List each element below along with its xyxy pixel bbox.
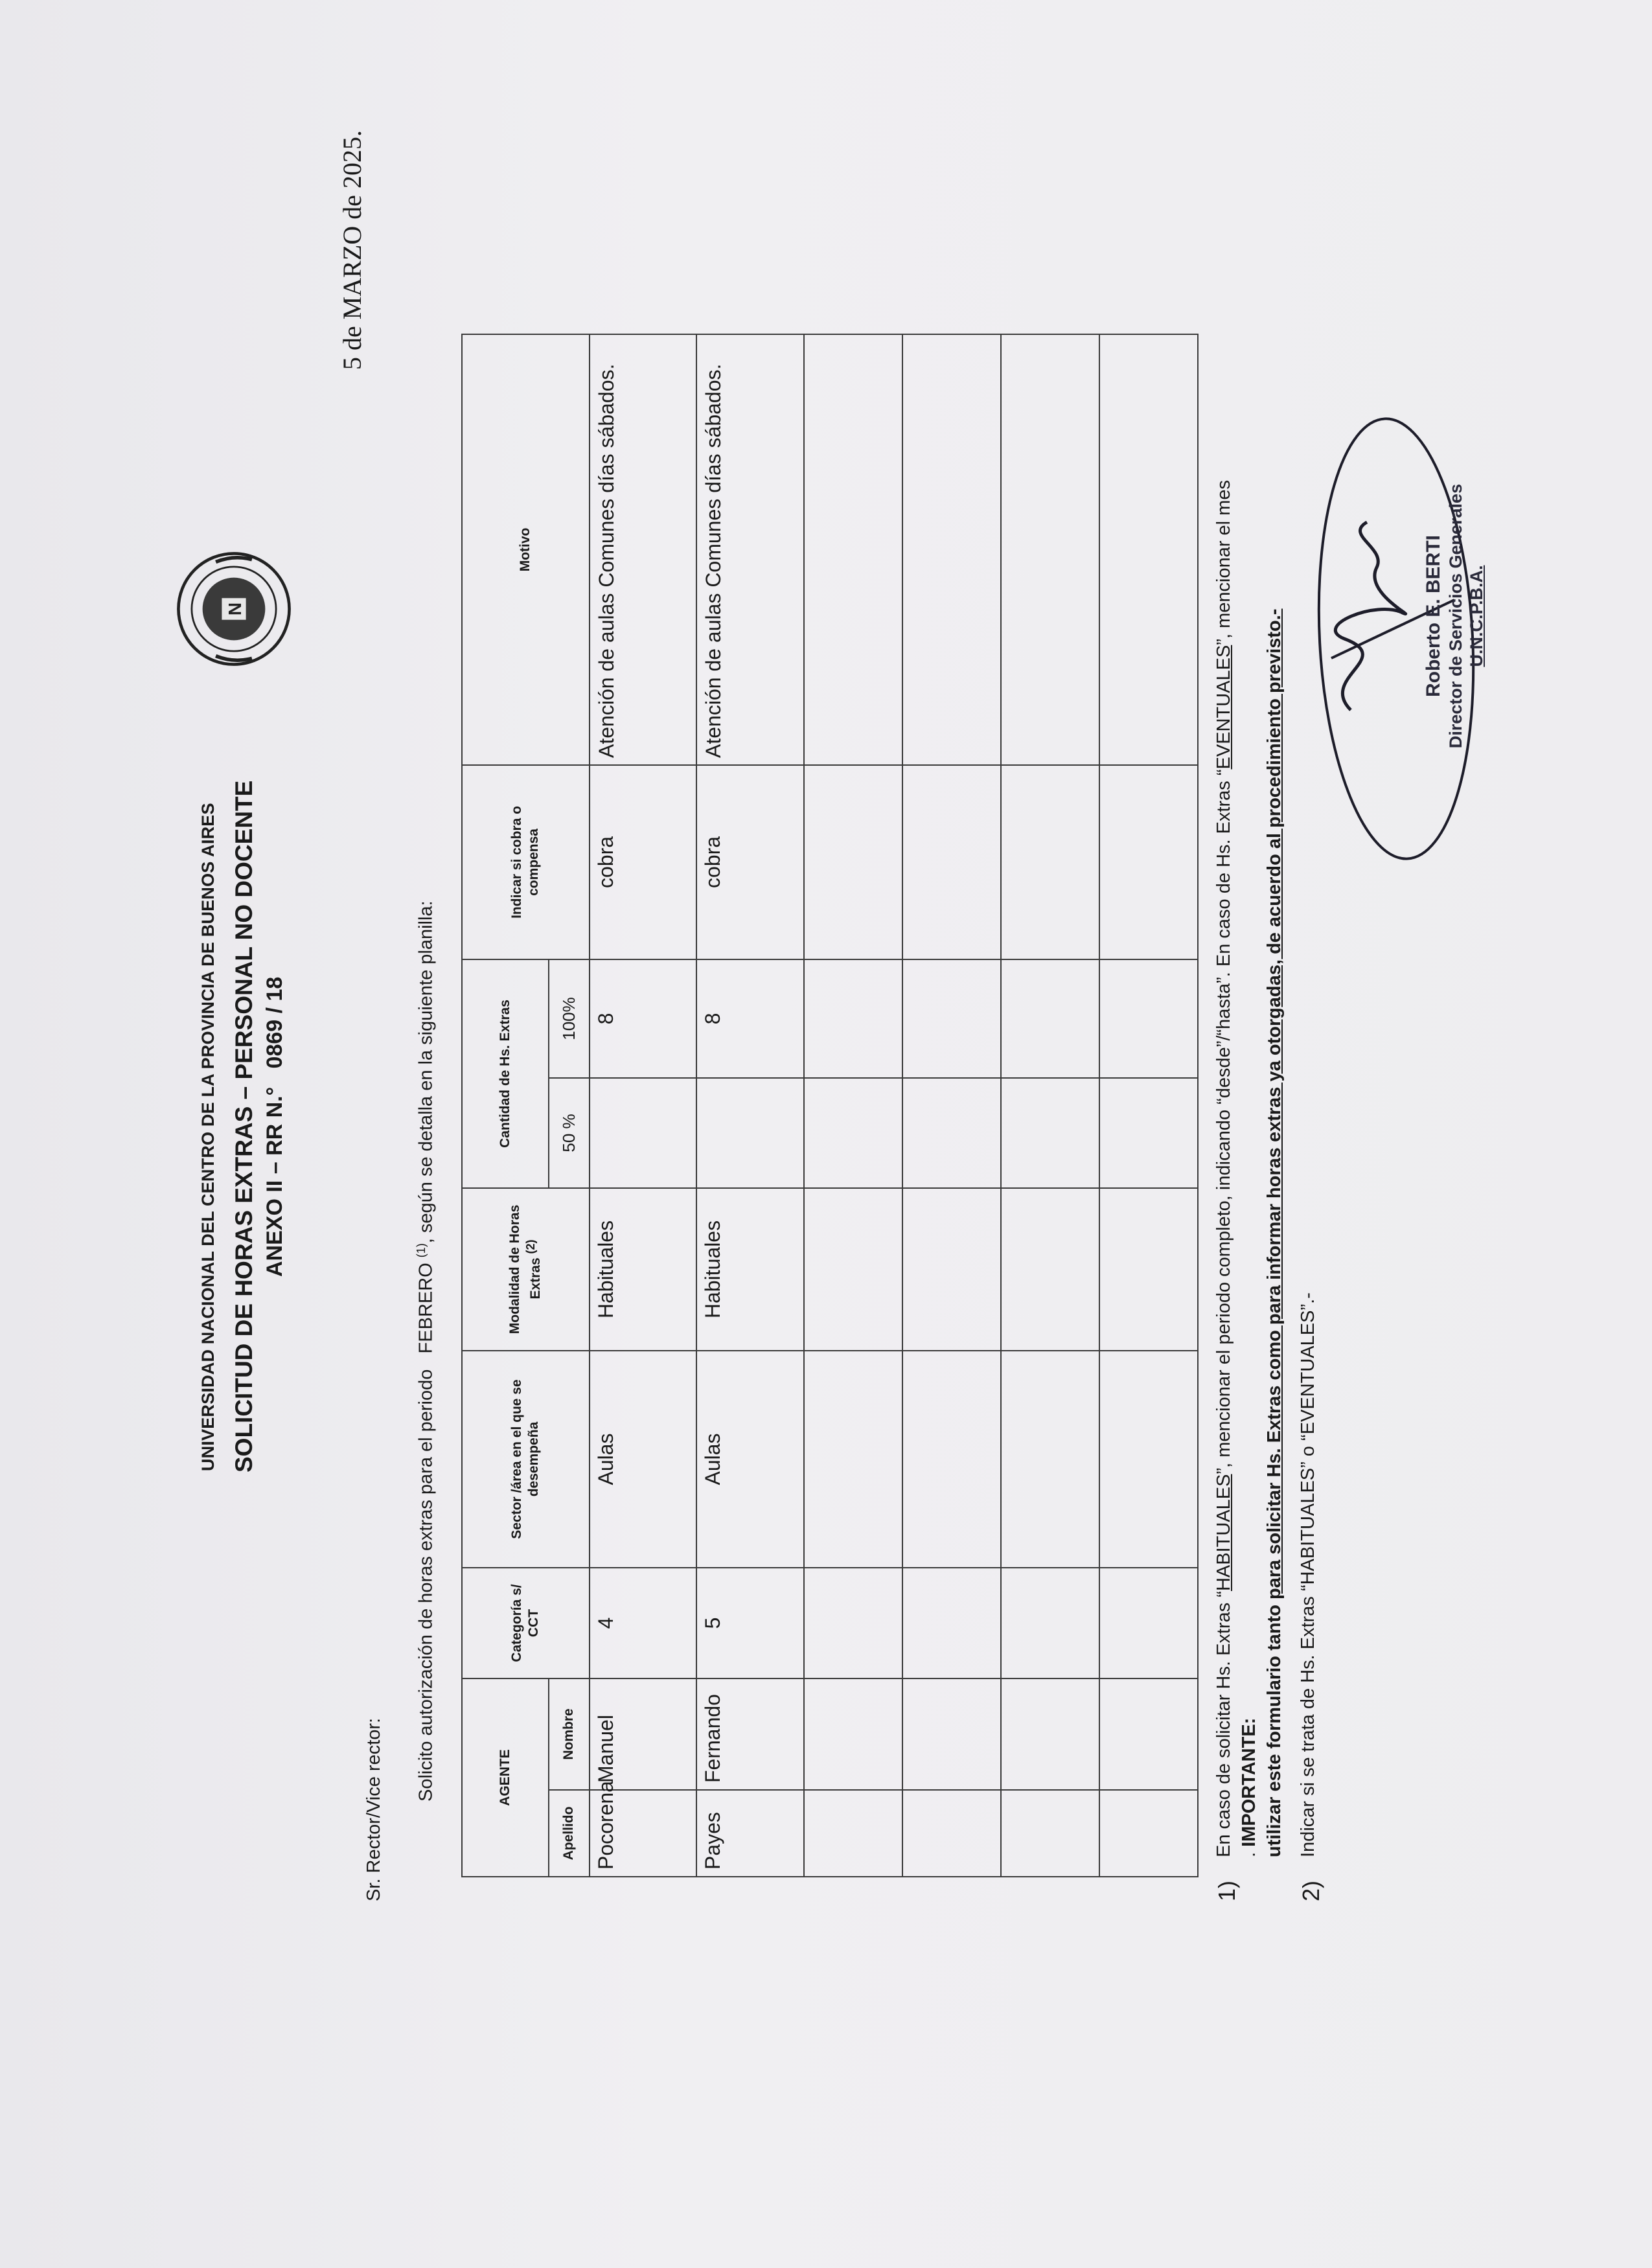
form-annex <box>262 977 288 1277</box>
cell-apellido: Pocorena <box>590 1790 697 1877</box>
empty-row <box>804 334 902 1877</box>
footnote-2-number: 2) <box>1298 1880 1324 1901</box>
signature-stamp <box>1422 480 1487 752</box>
cell-sector: Aulas <box>590 1351 697 1568</box>
intro-after: , según se detalla en la siguiente planilla: <box>415 900 437 1244</box>
footnote-1-number: 1) <box>1213 1880 1240 1901</box>
header-cobra: Indicar si cobra o compensa <box>462 765 590 959</box>
cell-modalidad: Habituales <box>696 1188 804 1351</box>
footnote-1-text <box>1211 476 1287 1857</box>
header-100: 100% <box>549 959 589 1078</box>
cell-cobra: cobra <box>590 765 697 959</box>
header-50: 50 % <box>549 1078 589 1188</box>
footnote-1-habituales: HABITUALES <box>1213 1474 1234 1592</box>
signer-name: Roberto E. BERTI <box>1423 535 1444 698</box>
footnote-2 <box>1296 930 1324 1901</box>
empty-row <box>1001 334 1099 1877</box>
cell-motivo: Atención de aulas Comunes días sábados. <box>590 334 697 765</box>
university-name: UNIVERSIDAD NACIONAL DEL CENTRO DE LA PROVINCIA DE BUENOS AIRES <box>198 803 218 1471</box>
header-sector: Sector /área en el que se desempeña <box>462 1351 590 1568</box>
signer-org: U.N.C.P.B.A. <box>1467 565 1487 667</box>
svg-text:N: N <box>225 602 246 616</box>
cell-apellido: Payes <box>696 1790 804 1877</box>
table-row <box>696 334 804 1877</box>
empty-row <box>902 334 1001 1877</box>
header-cantidad: Cantidad de Hs. Extras <box>462 959 549 1188</box>
footnote-1-part3: ”, mencionar el mes . <box>1213 480 1260 1857</box>
footnote-1-part2: ”, mencionar el periodo completo, indicando “desde”/“hasta”. En caso de Hs. Extras “ <box>1213 769 1234 1474</box>
footnote-1-part1: En caso de solicitar Hs. Extras “ <box>1213 1591 1234 1857</box>
footnote-1 <box>1211 476 1287 1901</box>
header-categoria: Categoría s/ CCT <box>462 1568 590 1678</box>
cell-modalidad: Habituales <box>590 1188 697 1351</box>
cell-categoria: 4 <box>590 1568 697 1678</box>
signer-role: Director de Servicios Generales <box>1446 483 1465 749</box>
rr-number: 0869 / 18 <box>262 976 287 1069</box>
overtime-table <box>461 334 1199 1877</box>
cell-100: 8 <box>590 959 697 1078</box>
footnote-2-text: Indicar si se trata de Hs. Extras “HABITUALES” o “EVENTUALES”.- <box>1298 1292 1318 1857</box>
cell-50 <box>590 1078 697 1188</box>
header-modalidad-text: Modalidad de Horas Extras <box>507 1204 544 1334</box>
cell-cobra: cobra <box>696 765 804 959</box>
document-date: 5 de MARZO de 2025. <box>338 130 367 370</box>
university-seal-icon <box>174 549 294 669</box>
header-motivo: Motivo <box>462 334 590 765</box>
salutation: Sr. Rector/Vice rector: <box>363 1717 384 1901</box>
cell-categoria: 5 <box>696 1568 804 1678</box>
form-title: SOLICITUD DE HORAS EXTRAS – PERSONAL NO DOCENTE <box>231 780 257 1472</box>
header-modalidad <box>462 1188 590 1351</box>
footnote-1-bold-a: utilizar este formulario tanto <box>1264 1605 1285 1857</box>
header-apellido: Apellido <box>549 1790 589 1877</box>
cell-nombre: Fernando <box>696 1678 804 1790</box>
period: FEBRERO <box>415 1263 437 1354</box>
cell-sector: Aulas <box>696 1351 804 1568</box>
annex-label: ANEXO II – RR N.° <box>262 1086 287 1277</box>
cell-100: 8 <box>696 959 804 1078</box>
table-row <box>590 334 697 1877</box>
footnote-1-important: IMPORTANTE: <box>1239 1717 1260 1847</box>
intro-before: Solicito autorización de horas extras para el periodo <box>415 1369 437 1802</box>
header-agente: AGENTE <box>462 1678 549 1877</box>
cell-50 <box>696 1078 804 1188</box>
footnote-ref-1: (1) <box>415 1243 428 1258</box>
footnote-ref-2: (2) <box>524 1239 538 1254</box>
empty-row <box>1099 334 1198 1877</box>
header-nombre: Nombre <box>549 1678 589 1790</box>
cell-motivo: Atención de aulas Comunes días sábados. <box>696 334 804 765</box>
intro-line <box>415 900 437 1802</box>
cell-nombre: Manuel <box>590 1678 697 1790</box>
footnote-1-bold-b: para solicitar Hs. Extras como para informar horas extras ya otorgadas, de acuerdo al procedimiento previsto.- <box>1264 608 1285 1599</box>
footnote-1-eventuales: EVENTUALES <box>1213 645 1234 770</box>
